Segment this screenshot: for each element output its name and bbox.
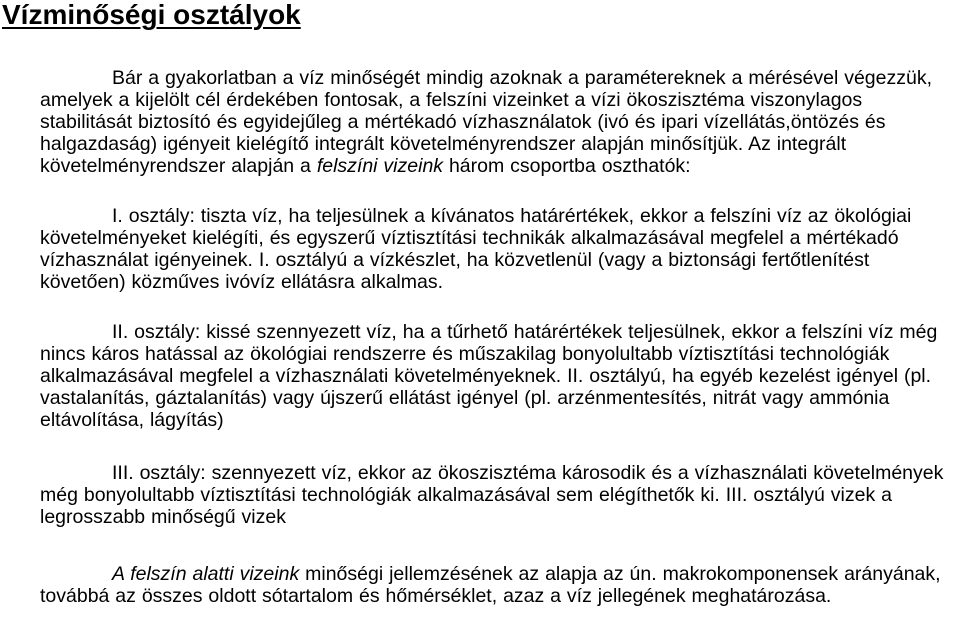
intro-paragraph — [40, 67, 945, 177]
intro-text-start: Bár a gyakorlatban a víz minőségét mindig azoknak a paramétereknek a mérésével végezzük, amelyek a kijelölt cél érdekében fontosak, a felszíni vizeinket a vízi ökoszisztéma viszonylagos stabilitását biztosító és egyidejűleg a mértékadó vízhasználatok (ivó és ipari vízellátás,öntözés és halgazdaság) igényeit kielégítő integrált követelményrendszer alapján minősítjük. Az integrált követelményrendszer alapján a — [40, 67, 933, 177]
groundwater-text: minőségi jellemzésének az alapja az ún. makrokomponensek arányának, továbbá az összes oldott sótartalom és hőmérséklet, azaz a víz jellegének meghatározása. — [40, 563, 941, 607]
groundwater-paragraph — [40, 563, 945, 607]
class-one-paragraph: I. osztály: tiszta víz, ha teljesülnek a kívánatos határértékek, ekkor a felszíni víz az ökológiai követelményeket kielégíti, és egyszerű víztisztítási technikák alkalmazásával megfelel a mértékadó vízhasználat igényeinek. I. osztályú a vízkészlet, ha közvetlenül (vagy a biztonsági fertőtlenítést követően) közműves ivóvíz ellátásra alkalmas. — [40, 205, 912, 293]
class-two-paragraph: II. osztály: kissé szennyezett víz, ha a tűrhető határértékek teljesülnek, ekkor a felszíni víz még nincs káros hatással az ökológiai rendszerre és műszakilag bonyolultabb víztisztítási technológiák alkalmazásával megfelel a vízhasználati követelményeknek. II. osztályú, ha egyéb kezelést igényel (pl. vastalanítás, gáztalanítás) vagy újszerű ellátást igényel (pl. arzénmentesítés, nitrát vagy ammónia eltávolítása, lágyítás) — [40, 321, 938, 431]
intro-text-end: három csoportba oszthatók: — [443, 155, 691, 177]
page-title: Vízminőségi osztályok — [2, 0, 301, 30]
class-three-paragraph: III. osztály: szennyezett víz, ekkor az ökoszisztéma károsodik és a vízhasználati követelmények még bonyolultabb víztisztítási technológiák alkalmazásával sem elégíthetők ki. III. osztályú vizek a legrosszabb minőségű vizek — [40, 462, 944, 528]
groundwater-emphasis: A felszín alatti vizeink — [112, 563, 300, 585]
intro-emphasis: felszíni vizeink — [316, 155, 444, 177]
